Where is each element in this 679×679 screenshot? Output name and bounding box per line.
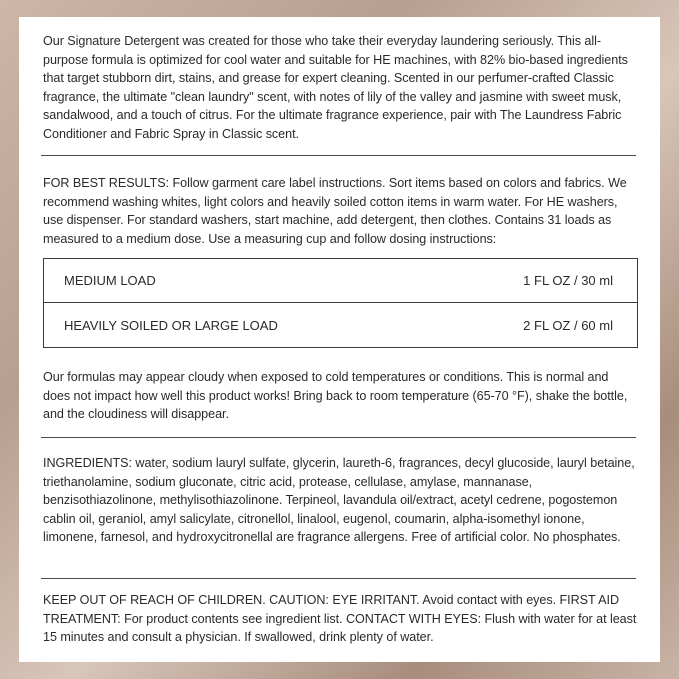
load-size-label: HEAVILY SOILED OR LARGE LOAD (64, 317, 278, 333)
dose-amount: 2 FL OZ / 60 ml (523, 317, 613, 333)
ingredients-text: INGREDIENTS: water, sodium lauryl sulfate, glycerin, laureth-6, fragrances, decyl glucoside, lauryl betaine, triethanolamine, sodium gluconate, citric acid, protease, cellulase, amylase, mannanase, benzisothiazolinone, methylisothiazolinone. Terpineol, lavandula oil/extract, acetyl cedrene, pogostemon cablin oil, geraniol, amyl salicylate, citronellol, linalool, eugenol, coumarin, alpha-isomethyl ionone, limonene, farnesol, and hydroxycitronellal are fragrance allergens. Free of artificial color. No phosphates. (43, 456, 635, 544)
best-results-text: FOR BEST RESULTS: Follow garment care label instructions. Sort items based on colors and fabrics. We recommend washing whites, light colors and heavily soiled cotton items in warm water. For HE washers, use dispenser. For standard washers, start machine, add detergent, then clothes. Contains 31 loads as measured to a medium dose. Use a measuring cup and follow dosing instructions: (43, 176, 627, 246)
table-row (44, 259, 637, 303)
load-size-label: MEDIUM LOAD (64, 273, 156, 288)
table-row (44, 303, 637, 347)
warning-text: KEEP OUT OF REACH OF CHILDREN. CAUTION: EYE IRRITANT. Avoid contact with eyes. FIRST AID TREATMENT: For product contents see ingredient list. CONTACT WITH EYES: Flush with water for at least 15 minutes and consult a physician. If swallowed, drink plenty of water. (43, 593, 637, 644)
product-description: Our Signature Detergent was created for those who take their everyday laundering seriously. This all-purpose formula is optimized for cool water and suitable for HE machines, with 82% bio-based ingredients that target stubborn dirt, stains, and grease for expert cleaning. Scented in our perfumer-crafted Classic fragrance, the ultimate "clean laundry" scent, with notes of lily of the valley and jasmine with sweet musk, sandalwood, and a touch of citrus. For the ultimate fragrance experience, pair with The Laundress Fabric Conditioner and Fabric Spray in Classic scent. (43, 34, 628, 141)
divider (41, 155, 636, 156)
dose-amount: 1 FL OZ / 30 ml (523, 273, 613, 288)
cloudy-note: Our formulas may appear cloudy when exposed to cold temperatures or conditions. This is normal and does not impact how well this product works! Bring back to room temperature (65-70 °F), shake the bottle, and the cloudiness will disappear. (43, 370, 628, 421)
divider (41, 578, 636, 579)
dosing-table (43, 258, 638, 348)
divider (41, 437, 636, 438)
info-panel (19, 17, 660, 662)
